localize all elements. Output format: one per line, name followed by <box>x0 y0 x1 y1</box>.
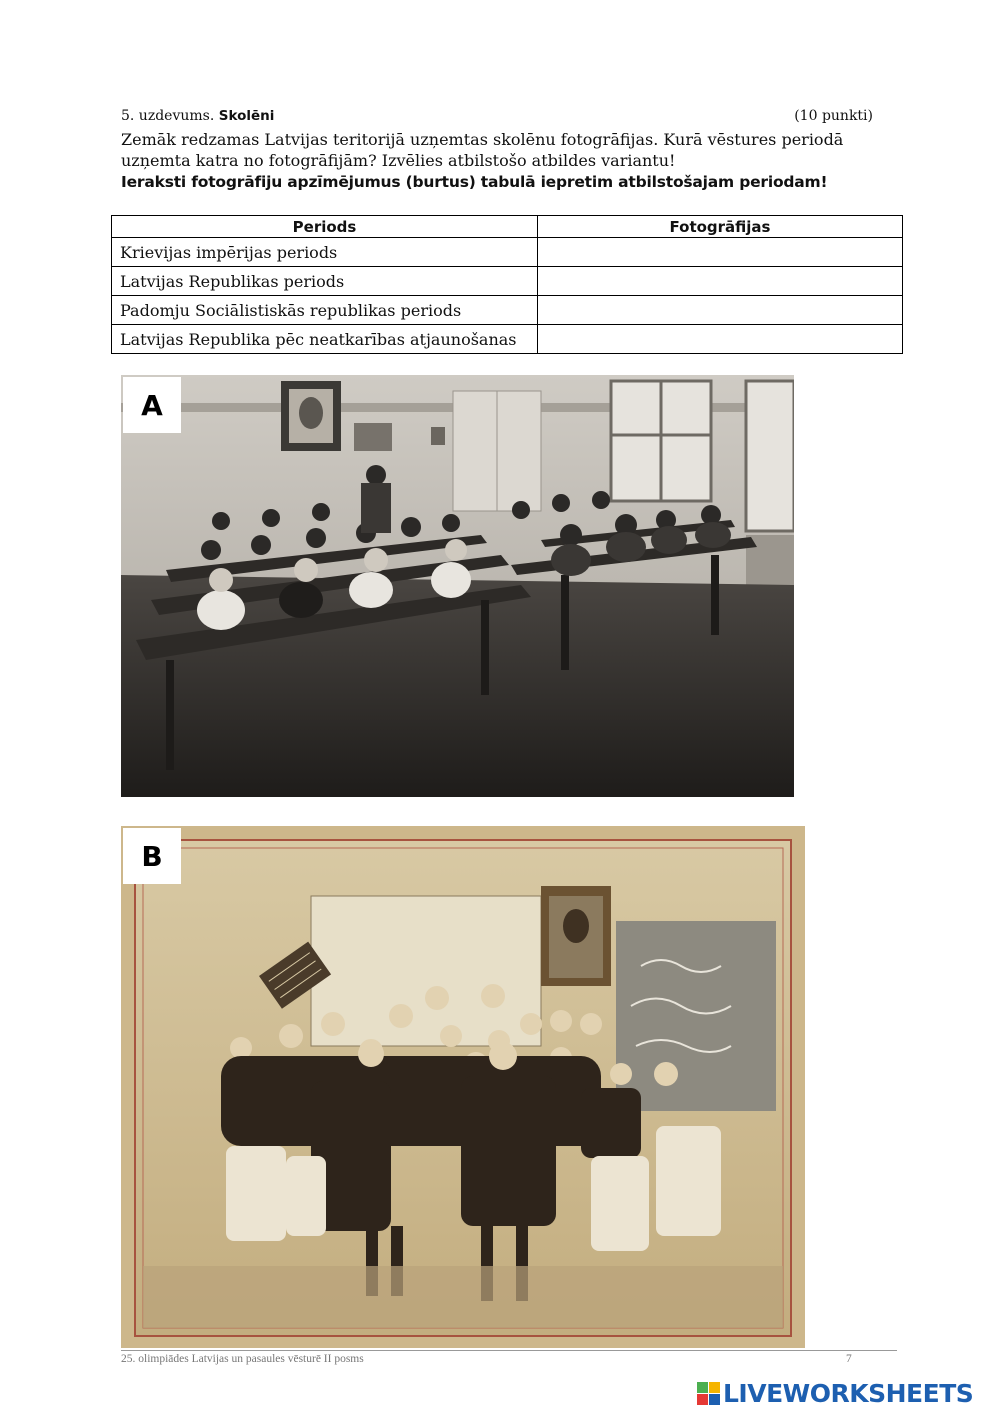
task-heading <box>121 108 873 124</box>
task-instruction: Ieraksti fotogrāfiju apzīmējumus (burtus) tabulā iepretim atbilstošajam periodam! <box>121 173 828 191</box>
liveworksheets-logo[interactable] <box>697 1378 993 1408</box>
answer-table <box>111 215 903 354</box>
header-photos: Fotogrāfijas <box>538 216 903 238</box>
logo-squares-icon <box>697 1382 720 1405</box>
photo-a-classroom <box>121 375 794 797</box>
photo-a-label: A <box>123 377 181 433</box>
period-cell: Padomju Sociālistiskās republikas periods <box>112 296 538 325</box>
logo-text: LIVEWORKSHEETS <box>723 1378 974 1408</box>
answer-field[interactable] <box>538 267 903 296</box>
task-number: 5. uzdevums. <box>121 108 215 124</box>
table-row <box>112 296 903 325</box>
classroom-photo-image <box>121 375 794 797</box>
period-cell: Latvijas Republika pēc neatkarības atjaunošanas <box>112 325 538 354</box>
table-row <box>112 238 903 267</box>
task-title: Skolēni <box>218 108 275 124</box>
photo-b-group-portrait <box>121 826 805 1348</box>
task-intro: Zemāk redzamas Latvijas teritorijā uzņemtas skolēnu fotogrāfijas. Kurā vēstures periodā uzņemta katra no fotogrāfijām? Izvēlies atbilstošo atbildes variantu! <box>121 130 844 170</box>
footer-text: 25. olimpiādes Latvijas un pasaules vēsturē II posms <box>121 1353 364 1365</box>
answer-field[interactable] <box>538 238 903 267</box>
answer-field[interactable] <box>538 325 903 354</box>
period-cell: Latvijas Republikas periods <box>112 267 538 296</box>
answer-field[interactable] <box>538 296 903 325</box>
period-cell: Krievijas impērijas periods <box>112 238 538 267</box>
header-periods: Periods <box>112 216 538 238</box>
table-row <box>112 325 903 354</box>
table-header-row <box>112 216 903 238</box>
footer-divider <box>121 1350 897 1351</box>
task-points: (10 punkti) <box>794 108 873 124</box>
table-row <box>112 267 903 296</box>
page-number: 7 <box>846 1353 852 1365</box>
photo-b-label: B <box>123 828 181 884</box>
group-portrait-image <box>121 826 805 1348</box>
